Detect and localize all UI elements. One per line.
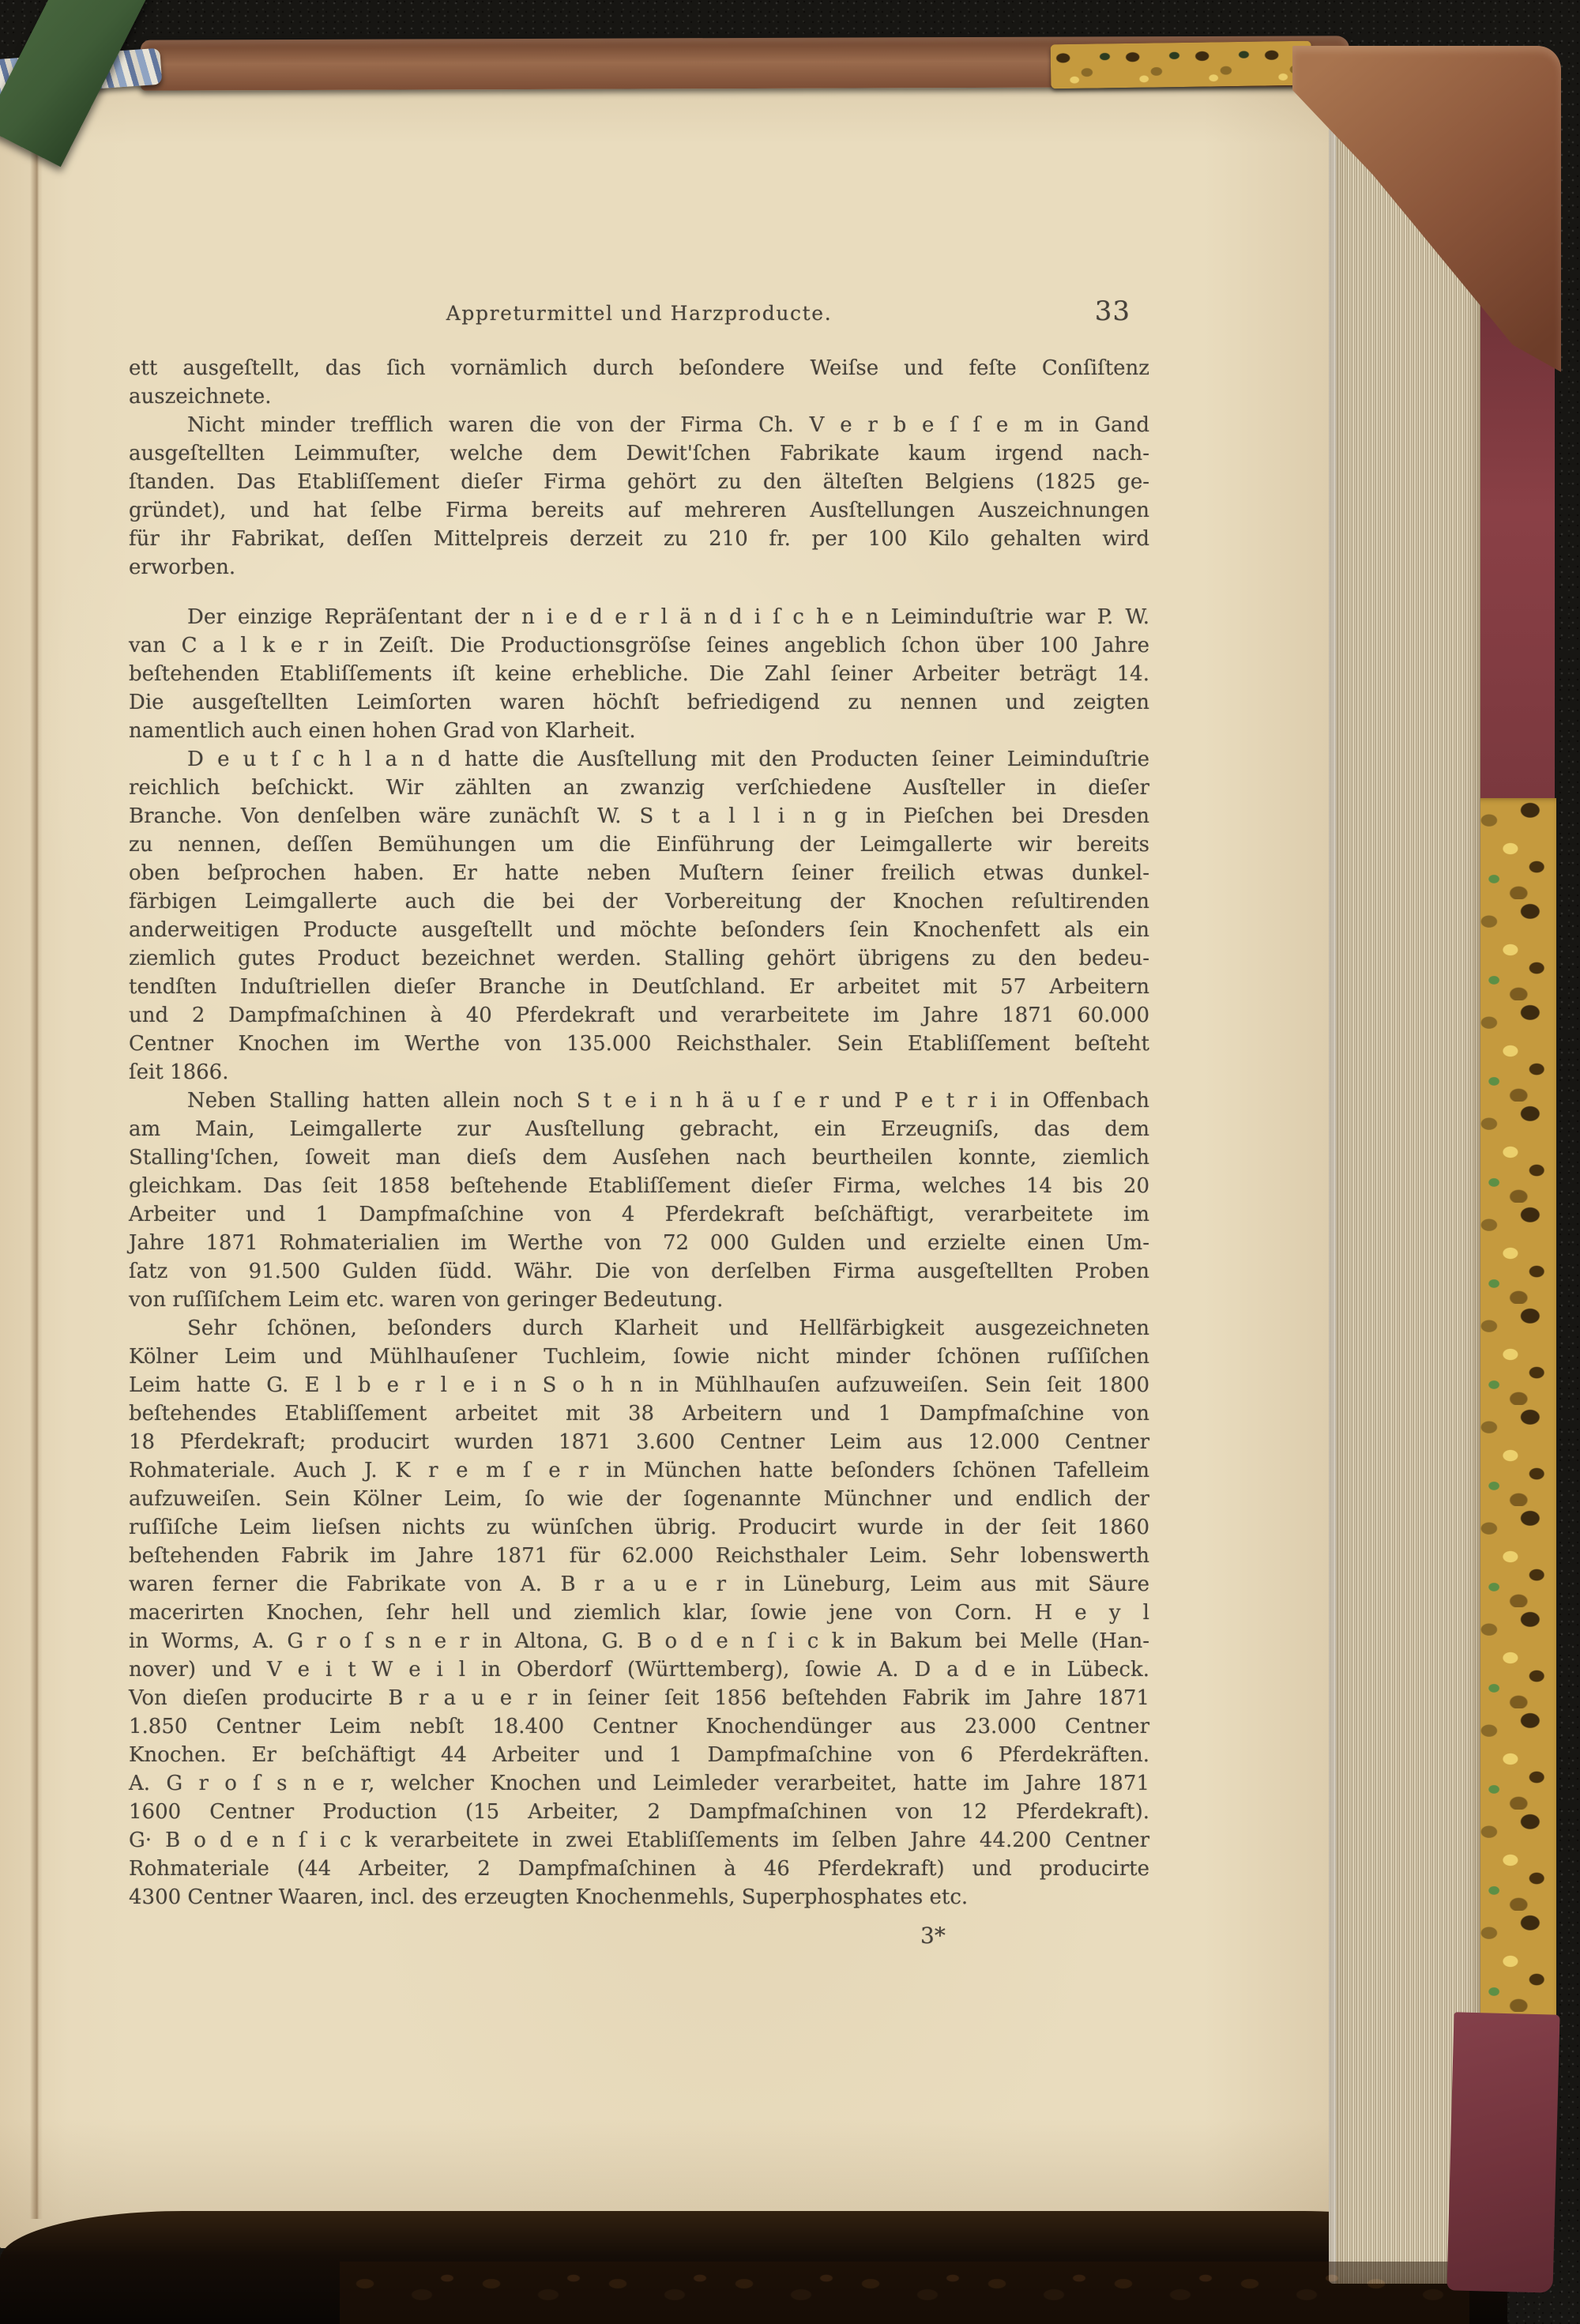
text-line: gleichkam. Das ſeit 1858 beſtehende Etabliſſement dieſer Firma, welches 14 bis 20	[129, 1174, 1149, 1198]
text-line: nover) und V e i t W e i l in Oberdorf (Württemberg), ſowie A. D a d e in Lübeck.	[129, 1658, 1149, 1682]
text-line: Stalling'ſchen, ſoweit man dieſs dem Ausſehen nach beurtheilen konnte, ziemlich	[129, 1146, 1149, 1170]
text-line: ſtanden. Das Etabliſſement dieſer Firma gehört zu den älteſten Belgiens (1825 ge-	[129, 470, 1149, 494]
text-line: namentlich auch einen hohen Grad von Klarheit.	[129, 719, 636, 743]
text-line: ett ausgeſtellt, das ſich vornämlich durch beſondere Weiſse und feſte Conſiſtenz	[129, 356, 1149, 380]
text-line: ſeit 1866.	[129, 1060, 229, 1084]
text-line: 1.850 Centner Leim nebſt 18.400 Centner Knochendünger aus 23.000 Centner	[129, 1715, 1149, 1738]
text-line: G· B o d e n ſ i c k verarbeitete in zwei Etabliſſements im ſelben Jahre 44.200 Centner	[129, 1829, 1149, 1852]
text-line: für ihr Fabrikat, deſſen Mittelpreis derzeit zu 210 fr. per 100 Kilo gehalten wird	[129, 527, 1149, 551]
text-line: Centner Knochen im Werthe von 135.000 Reichsthaler. Sein Etabliſſement beſteht	[129, 1032, 1149, 1056]
text-line: tendſten Induſtriellen dieſer Branche in Deutſchland. Er arbeitet mit 57 Arbeitern	[129, 975, 1149, 999]
top-board-marbled-edge	[1051, 41, 1312, 89]
text-line: auszeichnete.	[129, 385, 272, 409]
text-line: zu nennen, deſſen Bemühungen um die Einführung der Leimgallerte wir bereits	[129, 833, 1149, 857]
text-line: in Worms, A. G r o ſ s n e r in Altona, G. B o d e n ſ i c k in Bakum bei Melle (Han-	[129, 1629, 1149, 1653]
body-text	[129, 354, 1149, 1949]
text-line: ſatz von 91.500 Gulden ſüdd. Währ. Die von derſelben Firma ausgeſtellten Proben	[129, 1260, 1149, 1283]
text-line: Kölner Leim und Mühlhauſener Tuchleim, ſowie nicht minder ſchönen ruſſiſchen	[129, 1345, 1149, 1369]
signature-mark: 3*	[920, 1923, 946, 1949]
text-lines	[129, 354, 1149, 1912]
text-line: A. G r o ſ s n e r, welcher Knochen und Leimleder verarbeitet, hatte im Jahre 1871	[129, 1772, 1149, 1795]
text-line: ruſſiſche Leim lieſsen nichts zu wünſchen übrig. Producirt wurde in der ſeit 1860	[129, 1516, 1149, 1539]
text-line: Arbeiter und 1 Dampfmaſchine von 4 Pferdekraft beſchäftigt, verarbeitete im	[129, 1203, 1149, 1226]
gutter-crease	[30, 85, 43, 2219]
text-line: reichlich beſchickt. Wir zählten an zwanzig verſchiedene Ausſteller in dieſer	[129, 776, 1149, 800]
text-line: und 2 Dampfmaſchinen à 40 Pferdekraft und verarbeitete im Jahre 1871 60.000	[129, 1004, 1149, 1027]
text-line: 18 Pferdekraft; producirt wurden 1871 3.600 Centner Leim aus 12.000 Centner	[129, 1430, 1149, 1454]
text-line: D e u t ſ c h l a n d hatte die Ausſtellung mit den Producten ſeiner Leiminduſtrie	[187, 748, 1149, 771]
running-title: Appreturmittel und Harzproducte.	[446, 302, 833, 325]
text-line: färbigen Leimgallerte auch die bei der Vorbereitung der Knochen reſultirenden	[129, 890, 1149, 913]
text-line: Nicht minder trefflich waren die von der Firma Ch. V e r b e ſ ſ e m in Gand	[187, 413, 1149, 437]
text-line: Branche. Von denſelben wäre zunächſt W. S t a l l i n g in Pieſchen bei Dresden	[129, 804, 1149, 828]
text-line: Von dieſen producirte B r a u e r in ſeiner ſeit 1856 beſtehden Fabrik im Jahre 1871	[129, 1686, 1149, 1710]
page-number: 33	[1094, 296, 1130, 327]
text-line: gründet), und hat ſelbe Firma bereits auf mehreren Ausſtellungen Auszeichnungen	[129, 499, 1149, 522]
text-line: Der einzige Repräſentant der n i e d e r l ä n d i ſ c h e n Leiminduſtrie war P. W.	[187, 605, 1149, 629]
text-line: beſtehenden Fabrik im Jahre 1871 für 62.000 Reichsthaler Leim. Sehr lobenswerth	[129, 1544, 1149, 1568]
text-line: van C a l k e r in Zeiſt. Die Productionsgröſse ſeines angeblich ſchon über 100 Jahre	[129, 634, 1149, 657]
text-line: 4300 Centner Waaren, incl. des erzeugten Knochenmehls, Superphosphates etc.	[129, 1885, 969, 1909]
text-line: Rohmateriale. Auch J. K r e m ſ e r in München hatte beſonders ſchönen Tafelleim	[129, 1459, 1149, 1482]
text-line: macerirten Knochen, ſehr hell und ziemlich klar, ſowie jene von Corn. H e y l	[129, 1601, 1149, 1625]
marbled-cover-strip	[1471, 798, 1556, 2039]
text-line: Rohmateriale (44 Arbeiter, 2 Dampfmaſchinen à 46 Pferdekraft) und producirte	[129, 1857, 1149, 1881]
text-line: 1600 Centner Production (15 Arbeiter, 2 Dampfmaſchinen von 12 Pferdekraft).	[129, 1800, 1149, 1824]
text-line: Die ausgeſtellten Leimſorten waren höchſt befriedigend zu nennen und zeigten	[129, 691, 1149, 714]
page-header	[129, 296, 1149, 338]
page-block-fore-edge	[1329, 89, 1480, 2284]
text-line: am Main, Leimgallerte zur Ausſtellung gebracht, ein Erzeugniſs, das dem	[129, 1117, 1149, 1141]
text-line: aufzuweiſen. Sein Kölner Leim, ſo wie der ſogenannte Münchner und endlich der	[129, 1487, 1149, 1511]
text-line: von ruſſiſchem Leim etc. waren von geringer Bedeutung.	[129, 1288, 724, 1312]
text-line: ausgeſtellten Leimmuſter, welche dem Dewit'ſchen Fabrikate kaum irgend nach-	[129, 442, 1149, 465]
text-line: Knochen. Er beſchäftigt 44 Arbeiter und 1 Dampfmaſchine von 6 Pferdekräften.	[129, 1743, 1149, 1767]
text-line: waren ferner die Fabrikate von A. B r a u e r in Lüneburg, Leim aus mit Säure	[129, 1573, 1149, 1596]
text-line: Neben Stalling hatten allein noch S t e i n h ä u ſ e r und P e t r i in Offenbach	[187, 1089, 1149, 1113]
text-line: erworben.	[129, 556, 236, 579]
text-line: ziemlich gutes Product bezeichnet werden. Stalling gehört übrigens zu den bedeu-	[129, 947, 1149, 970]
text-line: beſtehendes Etabliſſement arbeitet mit 38 Arbeitern und 1 Dampfmaſchine von	[129, 1402, 1149, 1426]
bottom-board-marbled-edge	[340, 2262, 1469, 2324]
text-line: Sehr ſchönen, beſonders durch Klarheit und Hellfärbigkeit ausgezeichneten	[187, 1316, 1149, 1340]
text-line: anderweitigen Producte ausgeſtellt und möchte beſonders ſein Knochenfett als ein	[129, 918, 1149, 942]
text-line: beſtehenden Etabliſſements iſt keine erhebliche. Die Zahl ſeiner Arbeiter beträgt 14.	[129, 662, 1149, 686]
text-line: oben beſprochen haben. Er hatte neben Muſtern ſeiner freilich etwas dunkel-	[129, 861, 1149, 885]
text-line: Jahre 1871 Rohmaterialien im Werthe von 72 000 Gulden und erzielte einen Um-	[129, 1231, 1149, 1255]
leather-corner-bottom-right	[1446, 2012, 1559, 2292]
text-line: Leim hatte G. E l b e r l e i n S o h n in Mühlhauſen aufzuweiſen. Sein ſeit 1800	[129, 1373, 1149, 1397]
